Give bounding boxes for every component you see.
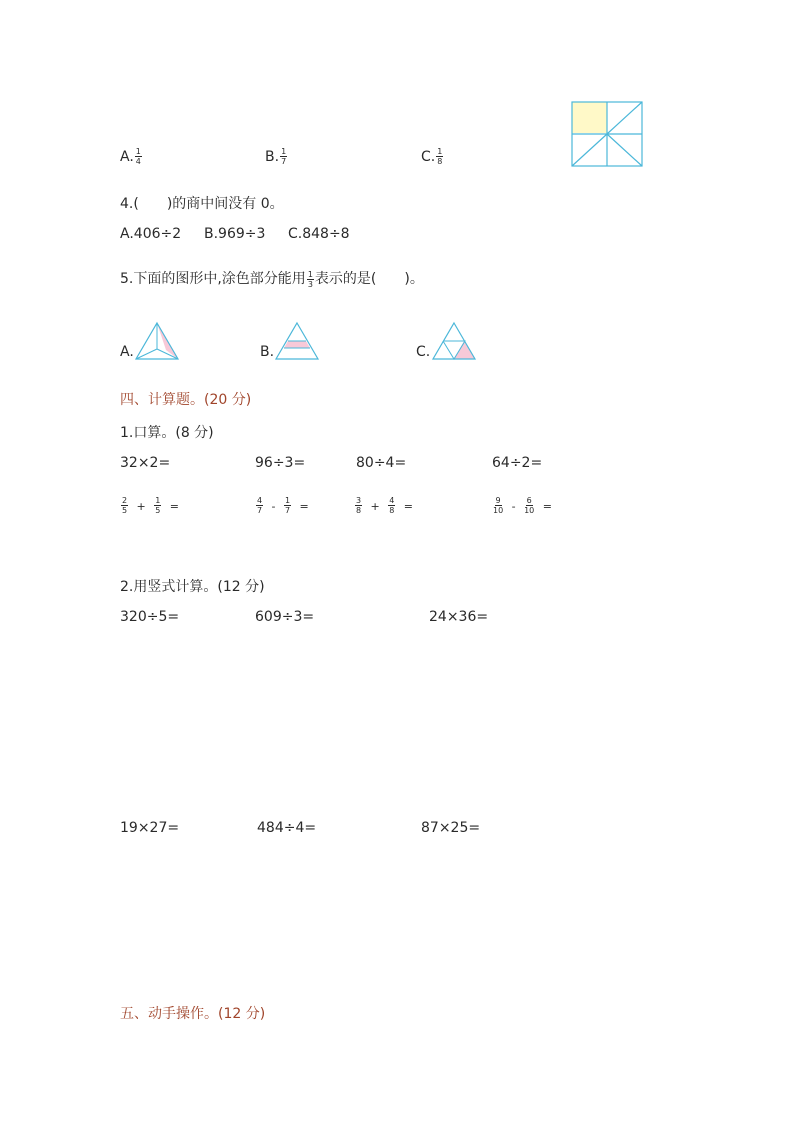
section-5-heading: 五、动手操作。(12 分) bbox=[120, 1006, 266, 1022]
q4-stem: 4.( )的商中间没有 0。 bbox=[120, 196, 284, 212]
q5-stem: 5.下面的图形中,涂色部分能用 $\frac{1}{3}$ 表示的是( )。 bbox=[120, 269, 424, 289]
mental-calc-item: 64÷2= bbox=[492, 455, 543, 471]
part-2-title: 2.用竖式计算。(12 分) bbox=[120, 579, 265, 595]
vertical-calc-item: 87×25= bbox=[421, 820, 481, 836]
fraction-calc-item: $\frac{9}{10}$ - $\frac{6}{10}$ = bbox=[493, 496, 552, 515]
vertical-calc-item: 609÷3= bbox=[255, 609, 315, 625]
vertical-calc-item: 24×36= bbox=[429, 609, 489, 625]
fraction: $\frac{1}{7}$ bbox=[281, 147, 287, 166]
q5-triangle-b-icon bbox=[274, 321, 320, 361]
q5-option-b[interactable]: B. bbox=[260, 344, 275, 360]
q5-option-c[interactable]: C. bbox=[416, 344, 431, 360]
vertical-calc-item: 19×27= bbox=[120, 820, 180, 836]
mental-calc-item: 80÷4= bbox=[356, 455, 407, 471]
mental-calc-item: 32×2= bbox=[120, 455, 171, 471]
fraction-calc-item: $\frac{4}{7}$ - $\frac{1}{7}$ = bbox=[257, 496, 309, 515]
q3-option-c[interactable]: C. $\frac{1}{8}$ bbox=[421, 147, 443, 166]
fraction: $\frac{1}{4}$ bbox=[135, 147, 141, 166]
q4-option-c[interactable]: C.848÷8 bbox=[288, 226, 350, 242]
q3-option-b[interactable]: B. $\frac{1}{7}$ bbox=[265, 147, 287, 166]
q5-triangle-c-icon bbox=[431, 321, 477, 361]
q5-option-a[interactable]: A. bbox=[120, 344, 134, 360]
q5-triangle-a-icon bbox=[134, 321, 180, 361]
fraction: $\frac{1}{3}$ bbox=[307, 269, 313, 289]
section-4-heading: 四、计算题。(20 分) bbox=[120, 392, 252, 408]
q4-option-b[interactable]: B.969÷3 bbox=[204, 226, 266, 242]
vertical-calc-item: 484÷4= bbox=[257, 820, 317, 836]
vertical-calc-item: 320÷5= bbox=[120, 609, 180, 625]
q3-grid-figure bbox=[571, 101, 643, 167]
fraction-calc-item: $\frac{3}{8}$ + $\frac{4}{8}$ = bbox=[356, 496, 413, 515]
q4-option-a[interactable]: A.406÷2 bbox=[120, 226, 182, 242]
q3-option-a[interactable]: A. $\frac{1}{4}$ bbox=[120, 147, 141, 166]
fraction-calc-item: $\frac{2}{5}$ + $\frac{1}{5}$ = bbox=[122, 496, 179, 515]
mental-calc-item: 96÷3= bbox=[255, 455, 306, 471]
part-1-title: 1.口算。(8 分) bbox=[120, 425, 214, 441]
fraction: $\frac{1}{8}$ bbox=[437, 147, 443, 166]
shaded-cell bbox=[572, 102, 607, 133]
